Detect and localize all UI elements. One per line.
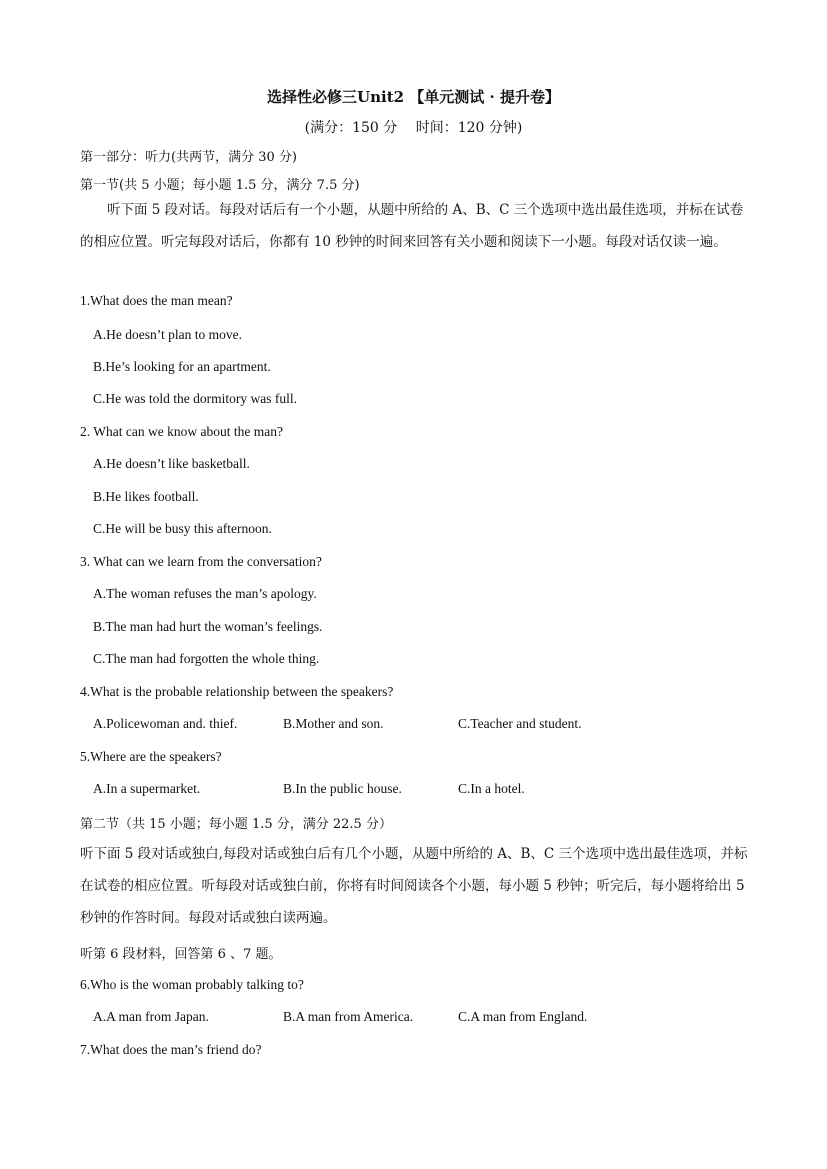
question-5-stem: 5.Where are the speakers? <box>80 749 222 764</box>
question-4-option-b[interactable]: B.Mother and son. <box>283 716 384 731</box>
question-3-option-b[interactable]: B.The man had hurt the woman’s feelings. <box>93 619 323 634</box>
question-4-option-a[interactable]: A.Policewoman and. thief. <box>93 716 238 731</box>
question-2-option-a[interactable]: A.He doesn’t like basketball. <box>93 456 250 471</box>
question-5-option-c[interactable]: C.In a hotel. <box>458 781 525 796</box>
question-2-option-b[interactable]: B.He likes football. <box>93 489 199 504</box>
page-title: 选择性必修三Unit2 【单元测试 · 提升卷】 <box>267 88 560 106</box>
question-4-option-c[interactable]: C.Teacher and student. <box>458 716 582 731</box>
question-2-option-c[interactable]: C.He will be busy this afternoon. <box>93 521 272 536</box>
question-4-stem: 4.What is the probable relationship between the speakers? <box>80 684 394 699</box>
question-1-option-b[interactable]: B.He’s looking for an apartment. <box>93 359 271 374</box>
question-3-stem: 3. What can we learn from the conversation? <box>80 554 322 569</box>
question-1-option-c[interactable]: C.He was told the dormitory was full. <box>93 391 297 406</box>
question-6-stem: 6.Who is the woman probably talking to? <box>80 977 304 992</box>
section2-instructions: 听下面 5 段对话或独白,每段对话或独白后有几个小题，从题中所给的 A、B、C 三个选项中选出最佳选项，并标在试卷的相应位置。听每段对话或独白前，你将有时间阅读各个小题，每小题 5 秒钟；听完后，每小题将给出 5 秒钟的作答时间。每段对话或独白读两遍。 <box>80 846 748 926</box>
section1-heading: 第一节(共 5 小题；每小题 1.5 分，满分 7.5 分) <box>80 178 360 193</box>
question-7-stem: 7.What does the man’s friend do? <box>80 1042 262 1057</box>
score-time-info: (满分：150 分 时间：120 分钟) <box>304 120 523 136</box>
question-3-option-a[interactable]: A.The woman refuses the man’s apology. <box>93 586 317 601</box>
question-6-option-b[interactable]: B.A man from America. <box>283 1009 414 1024</box>
section1-instructions: 听下面 5 段对话。每段对话后有一个小题，从题中所给的 A、B、C 三个选项中选出最佳选项，并标在试卷的相应位置。听完每段对话后，你都有 10 秒钟的时间来回答有关小题和阅读下一小题。每段对话仅读一遍。 <box>80 202 744 250</box>
question-6-option-c[interactable]: C.A man from England. <box>458 1009 588 1024</box>
question-1-stem: 1.What does the man mean? <box>80 293 233 308</box>
question-6-option-a[interactable]: A.A man from Japan. <box>93 1009 209 1024</box>
question-5-option-a[interactable]: A.In a supermarket. <box>93 781 201 796</box>
part1-heading: 第一部分：听力(共两节，满分 30 分) <box>80 150 297 165</box>
question-2-stem: 2. What can we know about the man? <box>80 424 283 439</box>
section2-heading: 第二节（共 15 小题；每小题 1.5 分，满分 22.5 分） <box>80 817 392 832</box>
question-5-option-b[interactable]: B.In the public house. <box>283 781 402 796</box>
question-3-option-c[interactable]: C.The man had forgotten the whole thing. <box>93 651 320 666</box>
material-6-heading: 听第 6 段材料，回答第 6 、7 题。 <box>80 947 282 962</box>
question-1-option-a[interactable]: A.He doesn’t plan to move. <box>93 327 242 342</box>
